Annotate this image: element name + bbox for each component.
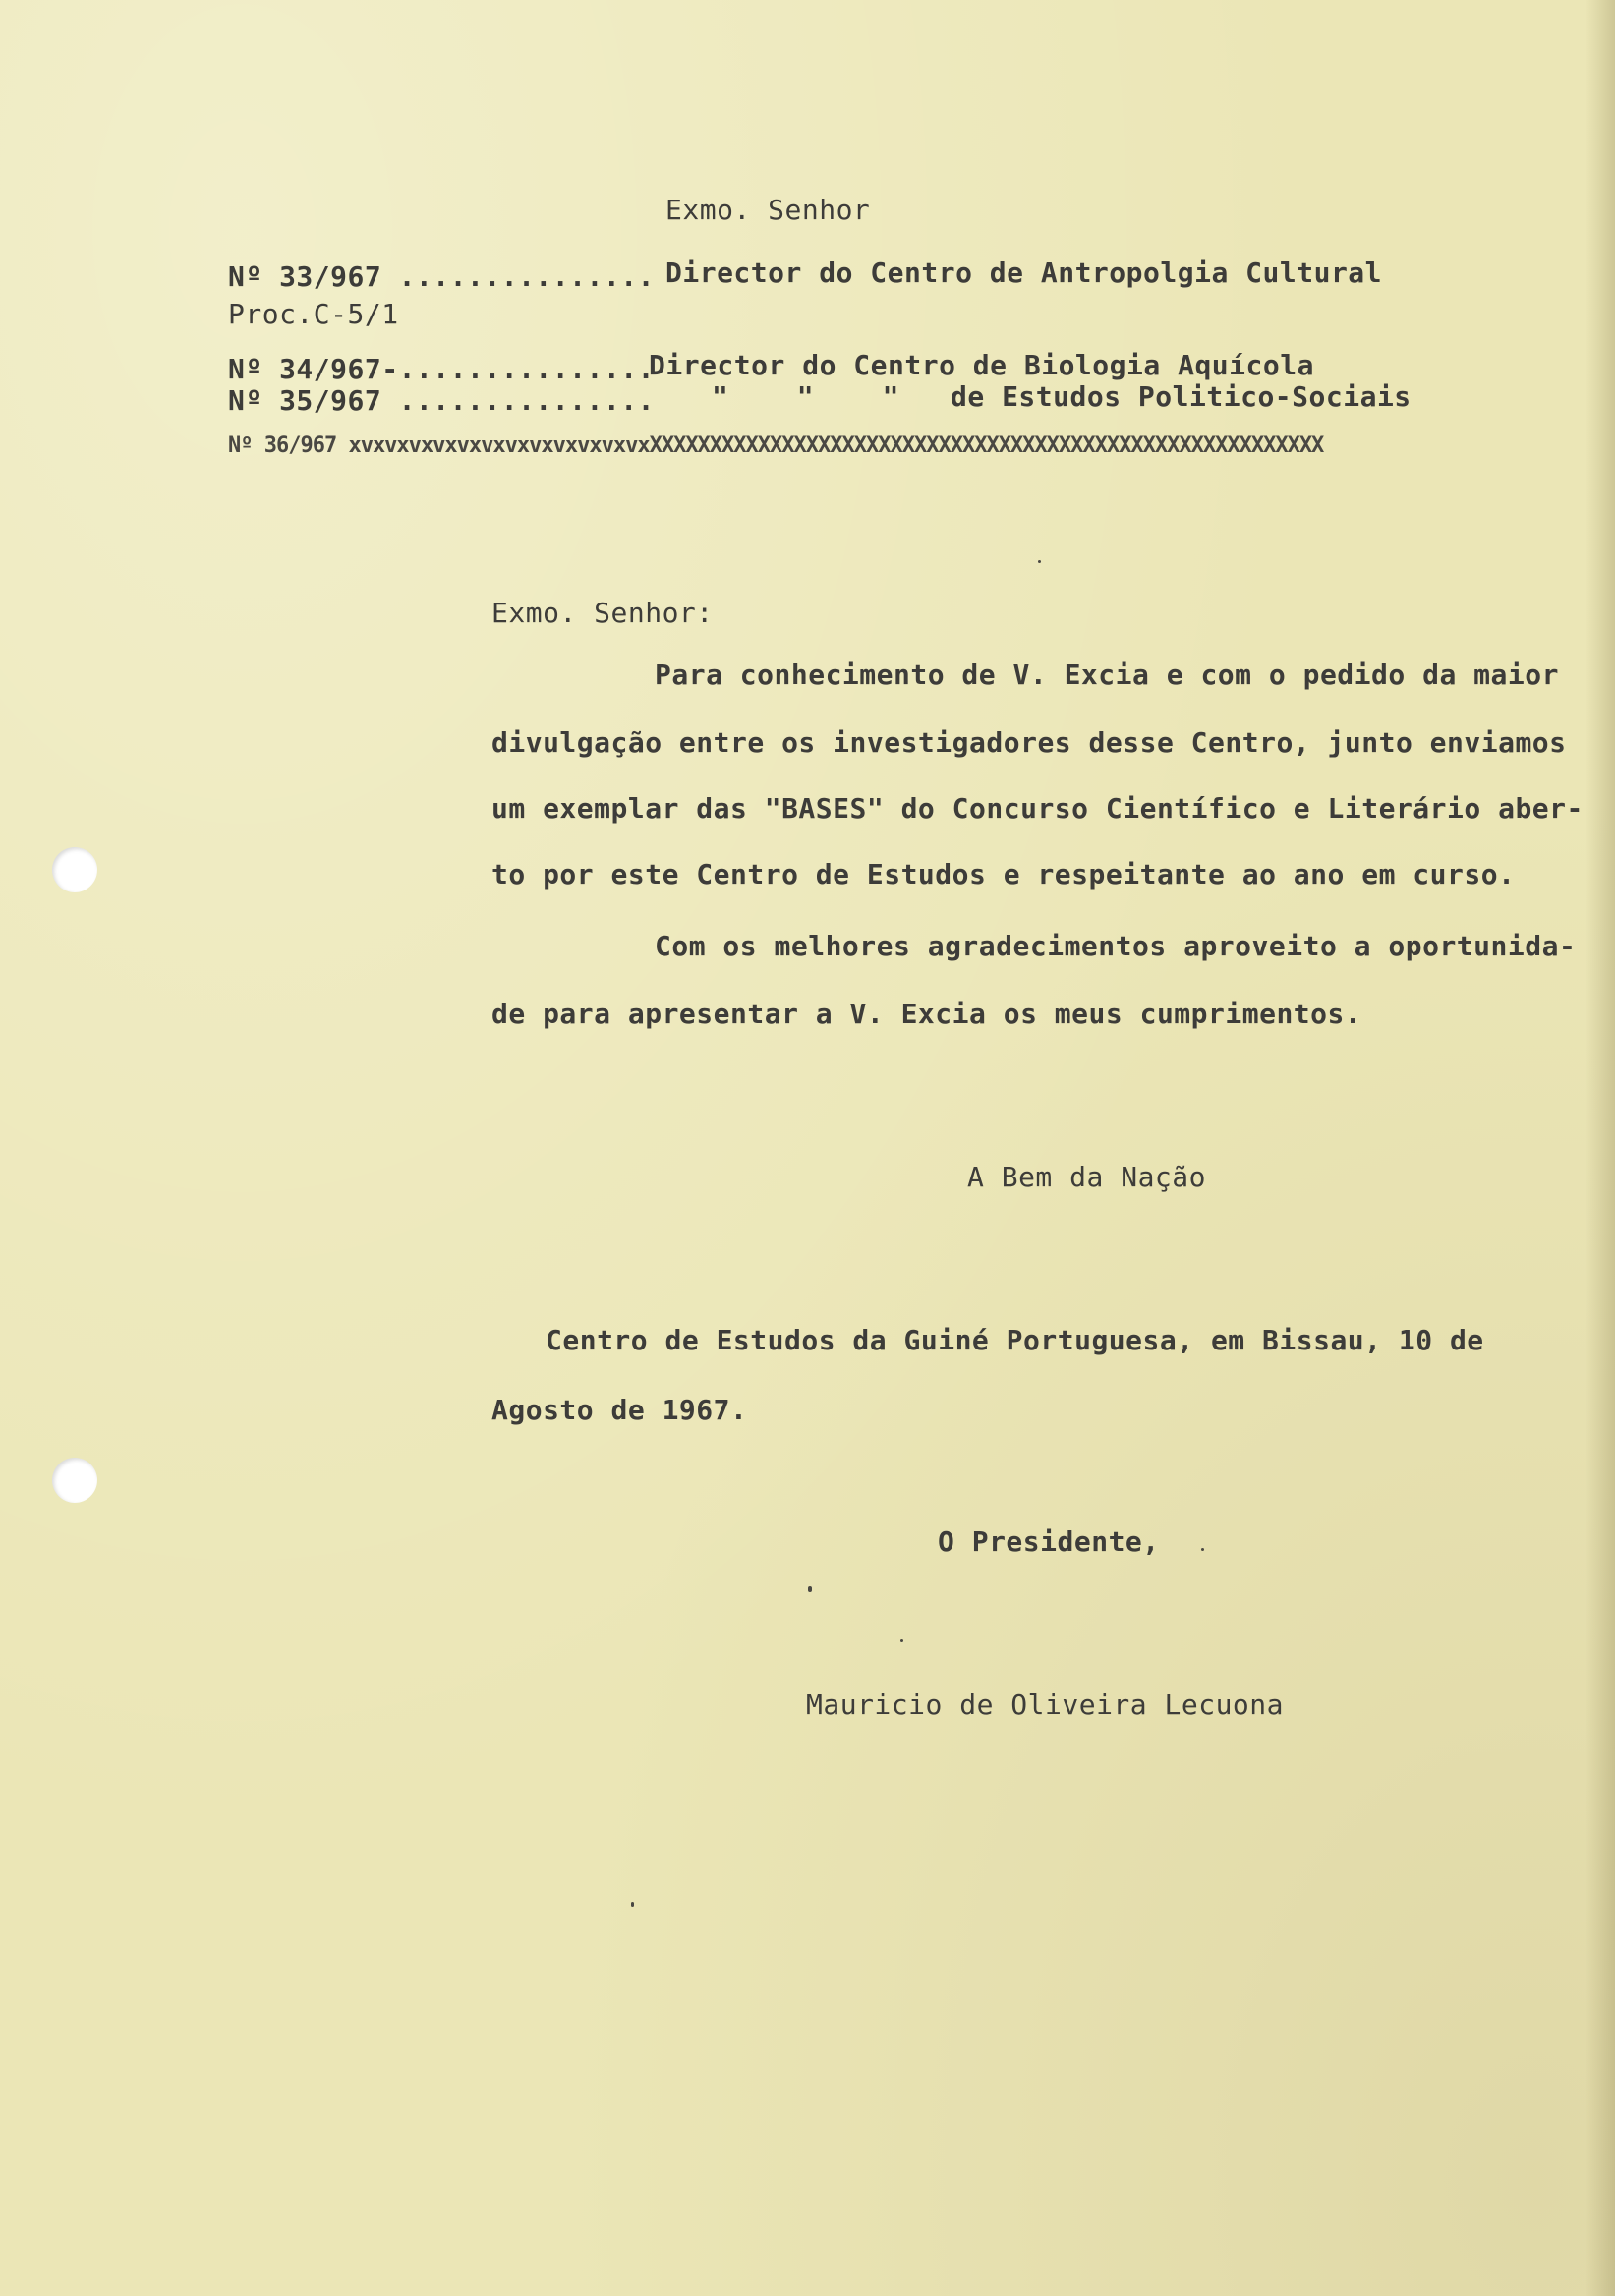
recipient-estudos-politicos: " " " de Estudos Politico-Sociais: [712, 380, 1412, 413]
place-date-line1: Centro de Estudos da Guiné Portuguesa, em Bissau, 10 de: [546, 1324, 1484, 1356]
ref-number-34: Nº 34/967-...............: [228, 353, 655, 385]
signature-title: O Presidente,: [938, 1525, 1160, 1558]
paper-speck: [1038, 560, 1041, 563]
paper-speck: [808, 1586, 812, 1592]
signature-name: Mauricio de Oliveira Lecuona: [806, 1689, 1285, 1721]
paragraph1-line4: to por este Centro de Estudos e respeitante ao ano em curso.: [491, 858, 1516, 890]
ref-number-33: Nº 33/967 ...............: [228, 260, 655, 293]
paragraph1-line2: divulgação entre os investigadores desse Centro, junto enviamos: [491, 726, 1567, 759]
punch-hole-lower: [52, 1458, 97, 1503]
process-reference: Proc.C-5/1: [228, 298, 399, 330]
paragraph1-line3: um exemplar das "BASES" do Concurso Científico e Literário aber-: [491, 792, 1584, 825]
struck-out-line: Nº 36/967 xvxvxvxvxvxvxvxvxvxvxvxvxXXXXXXXXXXXXXXXXXXXXXXXXXXXXXXXXXXXXXXXXXXXXXXXXXXXXXXXX: [228, 433, 1324, 458]
paragraph2-line2: de para apresentar a V. Excia os meus cumprimentos.: [491, 998, 1362, 1030]
recipient-antropologia: Director do Centro de Antropolgia Cultural: [665, 257, 1383, 289]
closing-phrase: A Bem da Nação: [967, 1161, 1207, 1193]
header-salutation: Exmo. Senhor: [665, 194, 871, 226]
paragraph2-line1: Com os melhores agradecimentos aproveito a oportunida-: [655, 930, 1577, 962]
paragraph1-line1: Para conhecimento de V. Excia e com o pedido da maior: [655, 659, 1559, 691]
paper-speck: [631, 1902, 634, 1907]
paper-edge-shadow: [1586, 0, 1615, 2296]
place-date-line2: Agosto de 1967.: [491, 1394, 748, 1426]
paper-speck: [1201, 1548, 1204, 1551]
letter-greeting: Exmo. Senhor:: [491, 597, 714, 629]
paper-speck: [900, 1639, 903, 1642]
recipient-biologia: Director do Centro de Biologia Aquícola: [649, 349, 1314, 381]
punch-hole-upper: [52, 847, 97, 892]
ref-number-35: Nº 35/967 ...............: [228, 384, 655, 417]
